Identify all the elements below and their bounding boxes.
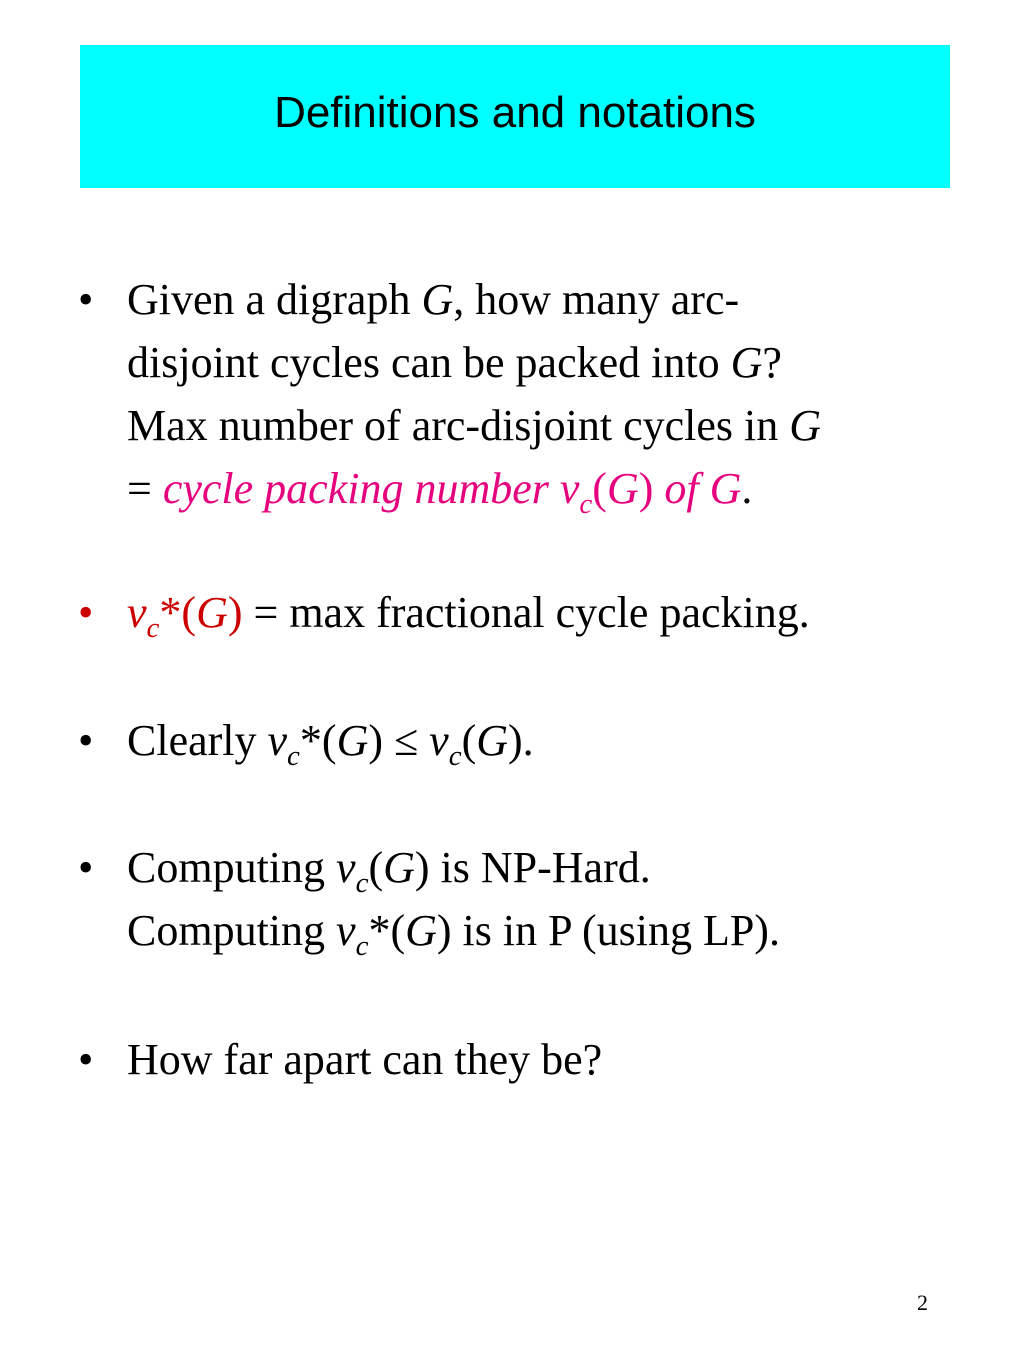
bullet-text [127, 581, 810, 644]
math-variable: G [421, 275, 454, 324]
bullet-marker: • [78, 716, 94, 765]
bullet-line [127, 581, 810, 644]
text-segment: ) is NP-Hard. [414, 843, 651, 892]
text-segment: *( [299, 716, 337, 765]
math-variable: G [405, 906, 437, 955]
bullet-text [127, 268, 821, 520]
math-variable: v [336, 843, 356, 892]
math-variable: G [730, 338, 763, 387]
bullet-line [127, 836, 780, 899]
math-variable: G [383, 843, 415, 892]
slide-title: Definitions and notations [274, 87, 756, 137]
bullet-line: How far apart can they be? [127, 1035, 603, 1084]
text-segment: = [127, 464, 163, 513]
subscript: c [448, 740, 462, 772]
math-variable: v [429, 716, 449, 765]
text-segment: Max number of arc-disjoint cycles in [127, 401, 790, 450]
text-segment: *( [159, 588, 197, 637]
bullet-marker: • [78, 275, 94, 324]
bullet-line [127, 899, 780, 962]
term-text: of G [664, 464, 742, 513]
bullet-line [127, 457, 821, 520]
bullet-marker: • [78, 1035, 94, 1084]
bullet-marker: • [78, 843, 94, 892]
bullet-marker: • [78, 588, 94, 637]
bullet-line [127, 709, 534, 772]
term-text: cycle packing number v [162, 464, 580, 513]
text-segment: Given a digraph [127, 275, 422, 324]
text-segment: ) [638, 464, 665, 513]
text-segment: disjoint cycles can be packed into [127, 338, 731, 387]
text-segment: Computing [127, 843, 337, 892]
text-segment: ) [227, 588, 243, 637]
title-banner [80, 45, 950, 188]
highlighted-term [127, 588, 243, 644]
text-segment: Clearly [127, 716, 268, 765]
text-segment: ) is in P (using LP). [436, 906, 780, 955]
subscript: c [355, 930, 369, 962]
text-segment: , how many arc- [453, 275, 740, 324]
text-segment: *( [368, 906, 406, 955]
text-segment: ( [592, 464, 607, 513]
text-segment: ). [508, 716, 534, 765]
math-variable: G [606, 464, 639, 513]
text-segment: ? [762, 338, 782, 387]
bullet-line [127, 268, 821, 331]
math-variable: G [476, 716, 509, 765]
bullet-line [127, 331, 821, 394]
subscript: c [355, 867, 369, 899]
text-segment: ) ≤ [368, 716, 430, 765]
math-variable: v [127, 588, 147, 637]
math-variable: G [196, 588, 228, 637]
text-segment: . [741, 464, 753, 513]
bullet-text [127, 1028, 602, 1091]
math-variable: G [336, 716, 369, 765]
subscript: c [287, 740, 300, 772]
math-variable: v [267, 716, 288, 765]
subscript: c [579, 488, 593, 520]
bullet-text [127, 709, 534, 772]
highlighted-term [162, 464, 742, 520]
subscript: c [146, 612, 160, 644]
math-variable: G [789, 401, 822, 450]
math-variable: v [336, 906, 356, 955]
page-number: 2 [917, 1290, 928, 1315]
bullet-text [127, 836, 780, 962]
text-segment: ( [368, 843, 384, 892]
bullet-line [127, 394, 821, 457]
text-segment: = max fractional cycle packing. [242, 588, 810, 637]
text-segment: Computing [127, 906, 337, 955]
text-segment: ( [461, 716, 477, 765]
